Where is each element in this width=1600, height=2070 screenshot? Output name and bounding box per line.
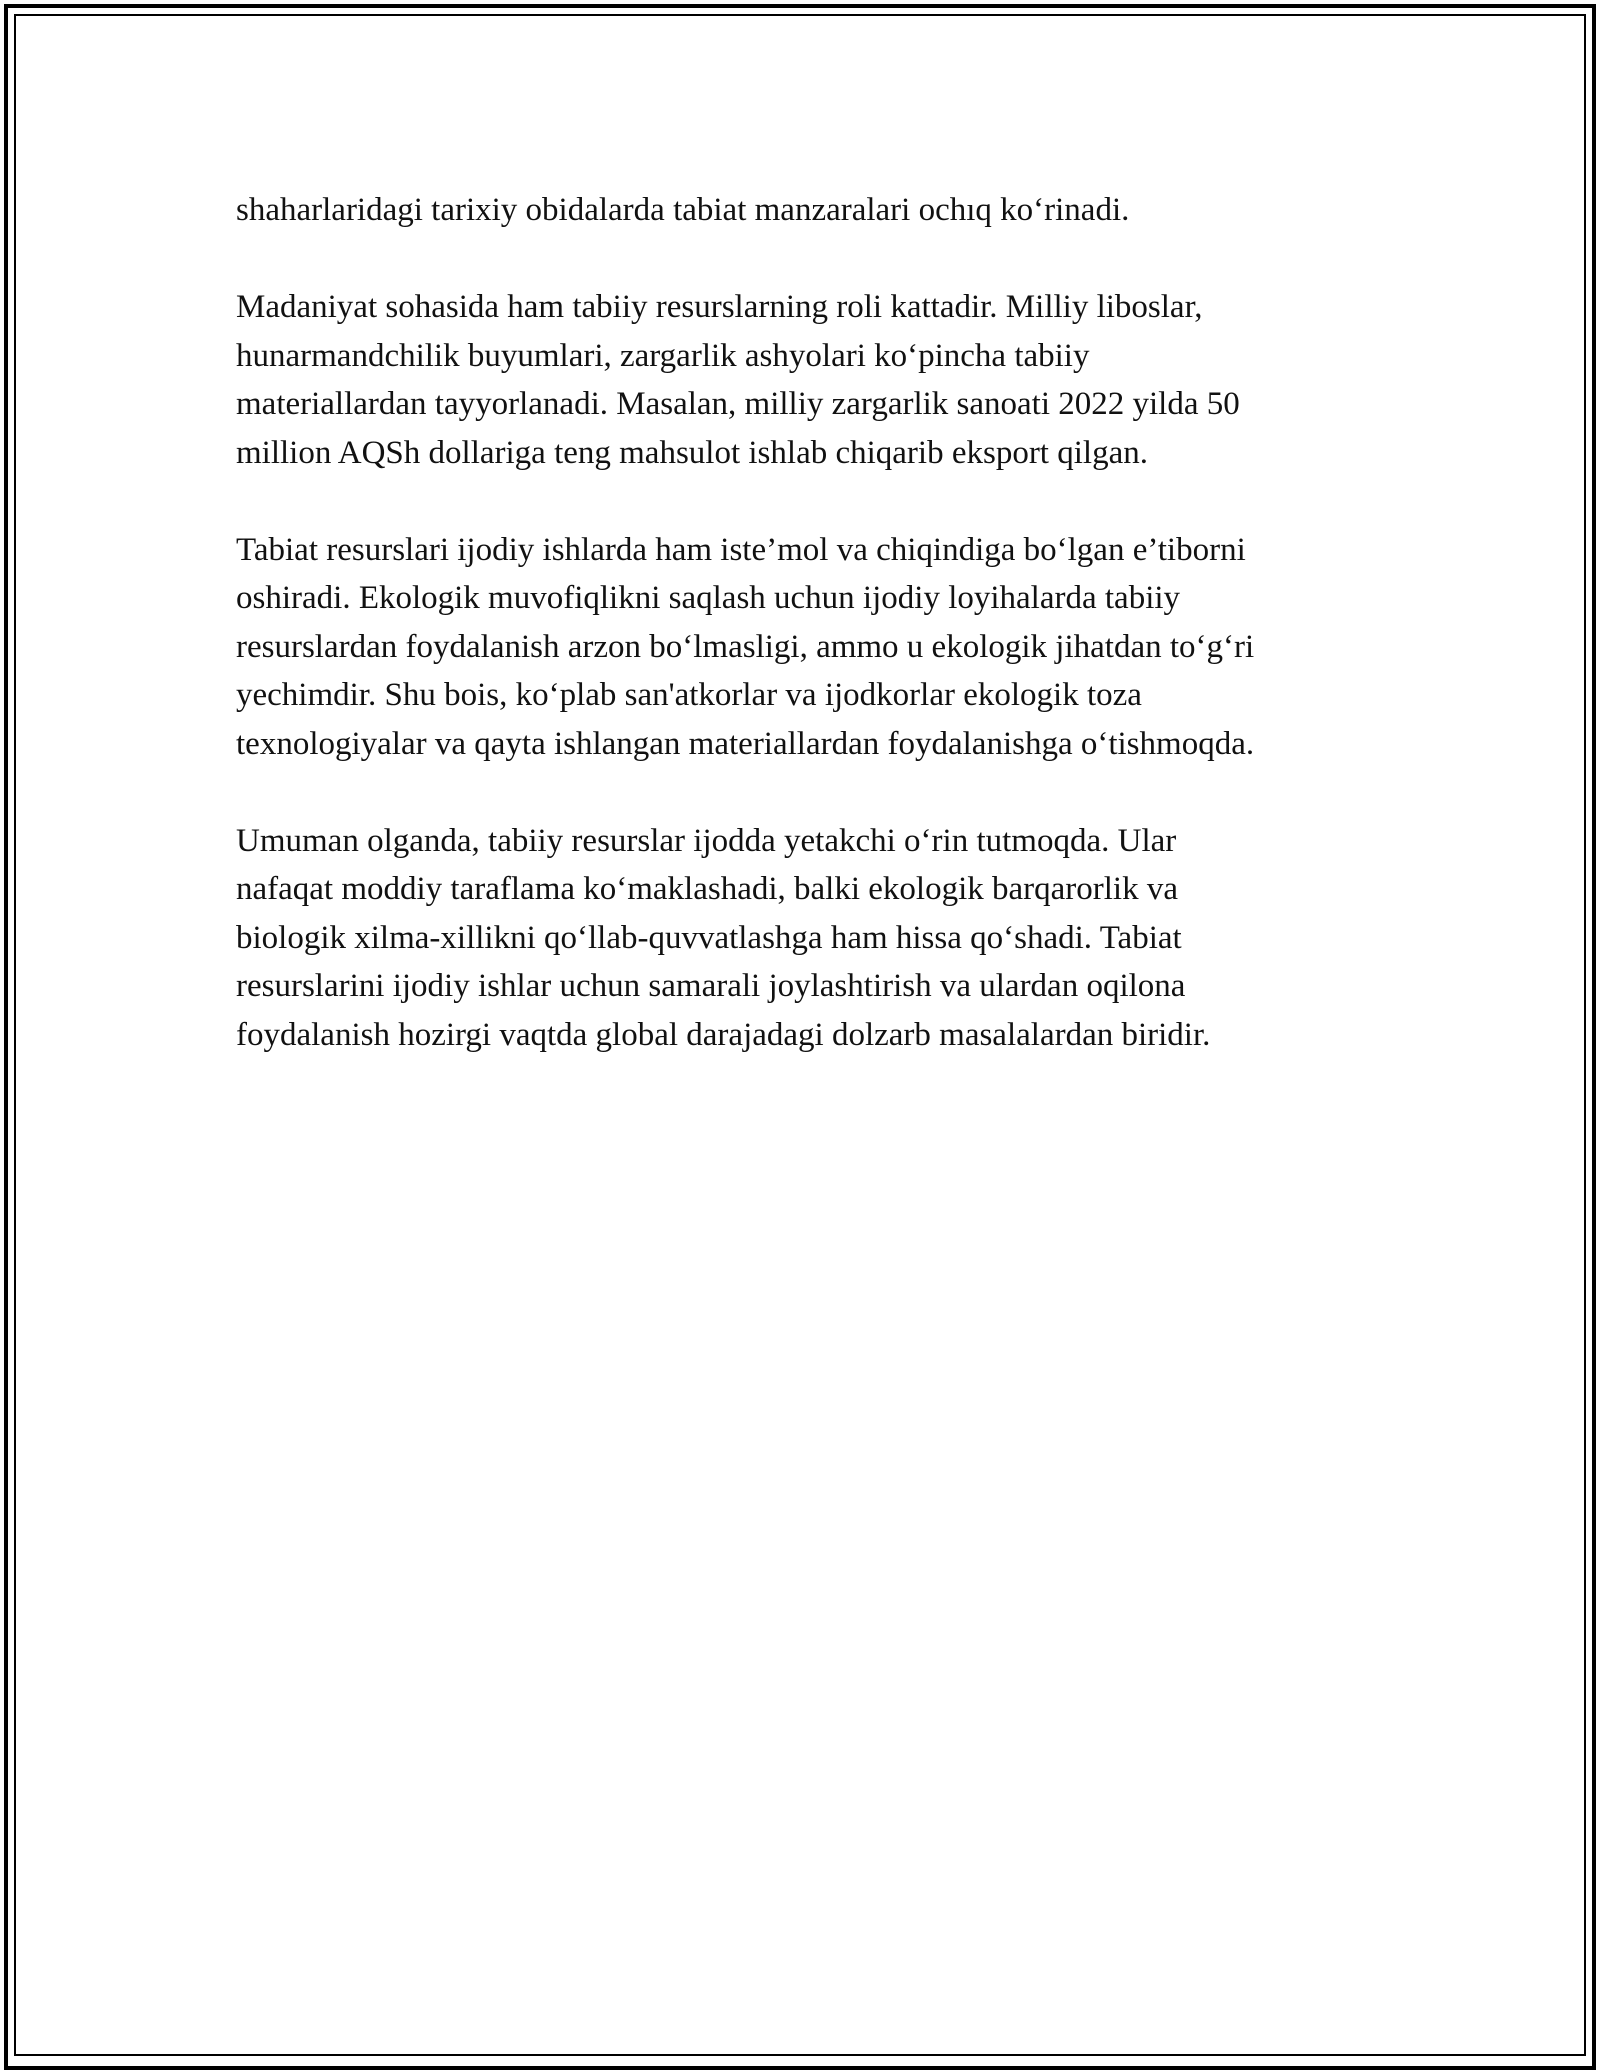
document-body [236,186,1396,1108]
paragraph-4: Umuman olganda, tabiiy resurslar ijodda yetakchi o‘rin tutmoqda. Ular nafaqat moddiy taraflama ko‘maklashadi, balki ekologik barqarorlik va biologik xilma-xillikni qo‘llab-quvvatlashga ham hissa qo‘shadi. Tabiat resurslarini ijodiy ishlar uchun samarali joylashtirish va ulardan oqilona foydalanish hozirgi vaqtda global darajadagi dolzarb masalalardan biridir. [236,822,1211,1053]
paragraph-3: Tabiat resurslari ijodiy ishlarda ham iste’mol va chiqindiga bo‘lgan e’tiborni oshiradi. Ekologik muvofiqlikni saqlash uchun ijodiy loyihalarda tabiiy resurslardan foydalanish arzon bo‘lmasligi, ammo u ekologik jihatdan to‘g‘ri yechimdir. Shu bois, ko‘plab san'atkorlar va ijodkorlar ekologik toza texnologiyalar va qayta ishlangan materiallardan foydalanishga o‘tishmoqda. [236,531,1255,762]
paragraph-1: shaharlaridagi tarixiy obidalarda tabiat manzaralari ochıq ko‘rinadi. [236,192,1130,228]
paragraph-2: Madaniyat sohasida ham tabiiy resurslarning roli kattadir. Milliy liboslar, hunarmandchilik buyumlari, zargarlik ashyolari ko‘pincha tabiiy materiallardan tayyorlanadi. Masalan, milliy zargarlik sanoati 2022 yilda 50 million AQSh dollariga teng mahsulot ishlab chiqarib eksport qilgan. [236,289,1240,471]
